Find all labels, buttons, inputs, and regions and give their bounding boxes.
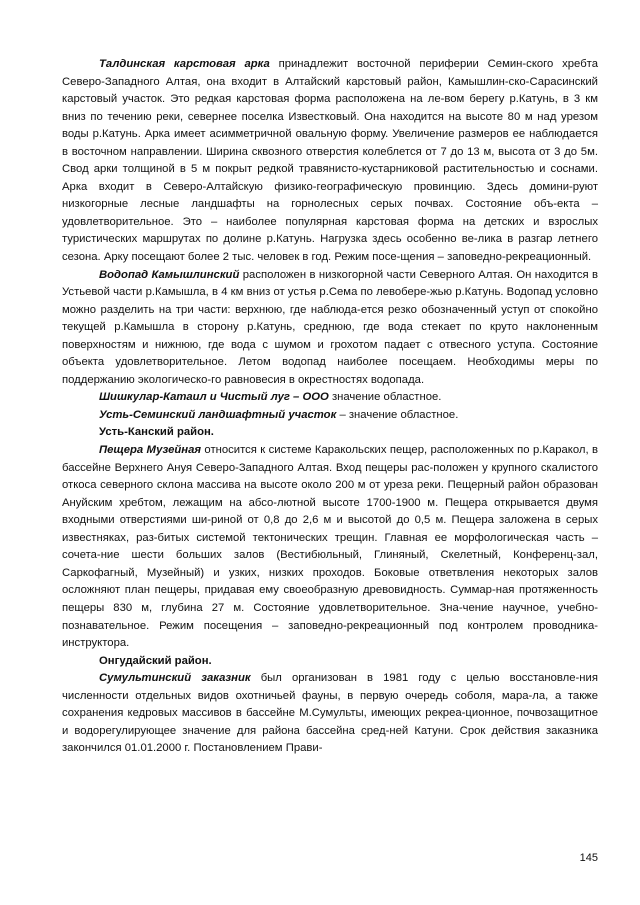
paragraph-lead: Талдинская карстовая арка: [99, 58, 270, 70]
paragraph-lead: Пещера Музейная: [99, 444, 202, 457]
paragraph-sumultinsky-zakaznik: [62, 670, 598, 758]
paragraph-shishkular: [62, 389, 598, 407]
document-page: [62, 56, 598, 758]
paragraph-lead: Шишкулар-Катаил и Чистый луг – ООО: [99, 391, 329, 404]
paragraph-text: расположен в низкогорной части Северного Алтая. Он находится в Устьевой части р.Камышла, в 4 км вниз от устья р.Сема по левобере-жью р.Катунь. Водопад условно можно разделить на три части: верхнюю, где наблюда-ется резко обозначенный уступ от спокойно текущей р.Камышла в сторону р.Катунь, среднюю, где вода стекает по круто наклоненным поверхностям и нижнюю, где вода с шумом и грохотом падает с отвесного уступа. Состояние объекта удовлетворительное. Летом водопад наиболее посещаем. Необходимы меры по поддержанию экологическо-го равновесия в окрестностях водопада.: [62, 268, 599, 386]
paragraph-vodopad-kamyshlinsky: [62, 267, 598, 390]
paragraph-lead: Усть-Семинский ландшафтный участок: [99, 408, 337, 421]
paragraph-ust-seminsky: [62, 407, 598, 425]
paragraph-lead: Сумультинский заказник: [99, 672, 251, 685]
page-number: 145: [579, 852, 598, 864]
paragraph-text: значение областное.: [328, 391, 442, 404]
paragraph-lead: Водопад Камышлинский: [99, 268, 240, 281]
paragraph-text: принадлежит восточной периферии Семин-ского хребта Северо-Западного Алтая, она входит в Алтайский карстовый район, Камышлин-ско-Сарасинский карстовый участок. Это редкая карстовая форма расположена на ле-вом берегу р.Катунь, в 3 км вниз по течению реки, севернее поселка Известковый. Она находится на высоте 80 м над урезом воды р.Катунь. Арка имеет асимметричной овальную форму. Увеличение размеров ее наблюдается в восточном направлении. Ширина сквозного отверстия колеблется от 7 до 13 м, высота от 3 до 5м. Свод арки толщиной в 5 м покрыт редкой травянисто-кустарниковой растительностью и соснами. Арка входит в Северо-Алтайскую физико-географическую провинцию. Здесь домини-руют низкогорные лесные ландшафты на горнолесных серых почвах. Состояние объ-екта – удовлетворительное. Это – наиболее популярная карстовая форма на детских и взрослых туристических маршрутах по долине р.Катунь. Нагрузка здесь особенно ве-лика в разгар летнего сезона. Арку посещают более 2 тыс. человек в год. Режим посе-щения – заповедно-рекреационный.: [62, 58, 599, 264]
paragraph-text: – значение областное.: [336, 408, 459, 421]
paragraph-peshchera-muzeynaya: [62, 442, 598, 653]
section-heading-ust-kansky: Усть-Канский район.: [99, 426, 214, 439]
paragraph-taldinskaya-arka: [62, 56, 598, 267]
section-heading-ongudaysky: Онгудайский район.: [99, 654, 212, 667]
paragraph-text: был организован в 1981 году с целью восстановле-ния численности отдельных видов охотничьей фауны, в первую очередь соболя, мара-ла, а также сохранения кедровых массивов в бассейне М.Сумульты, имеющих рекреа-ционное, почвозащитное и водорегулирующее значение для района бассейна сред-ней Катуни. Срок действия заказника закончился 01.01.2000 г. Постановлением Прави-: [62, 672, 598, 755]
paragraph-text: относится к системе Каракольских пещер, расположенных по р.Каракол, в бассейне Верхнего Ануя Северо-Западного Алтая. Вход пещеры рас-положен у крупного скалистого откоса северного склона массива на высоте около 200 м от уреза реки. Пещерный район образован Ануйским хребтом, лежащим на абсо-лютной высоте 1700-1900 м. Пещера открывается двумя входными отверстиями ши-риной от 0,8 до 2,6 м и высотой до 0,5 м. Пещера заложена в серых известняках, раз-битых системой тектонических трещин. Главная ее морфологическая часть – сочета-ние шести больших залов (Вестибюльный, Глиняный, Скелетный, Конференц-зал, Саркофагный, Музейный) и узких, низких проходов. Боковые ответвления некоторых залов осложняют план пещеры, придавая ему своеобразную древовидность. Суммар-ная протяженность пещеры 830 м, глубина 27 м. Состояние удовлетворительное. Зна-чение научное, учебно-познавательное. Режим посещения – заповедно-рекреационный под контролем проводника-инструктора.: [62, 444, 598, 650]
